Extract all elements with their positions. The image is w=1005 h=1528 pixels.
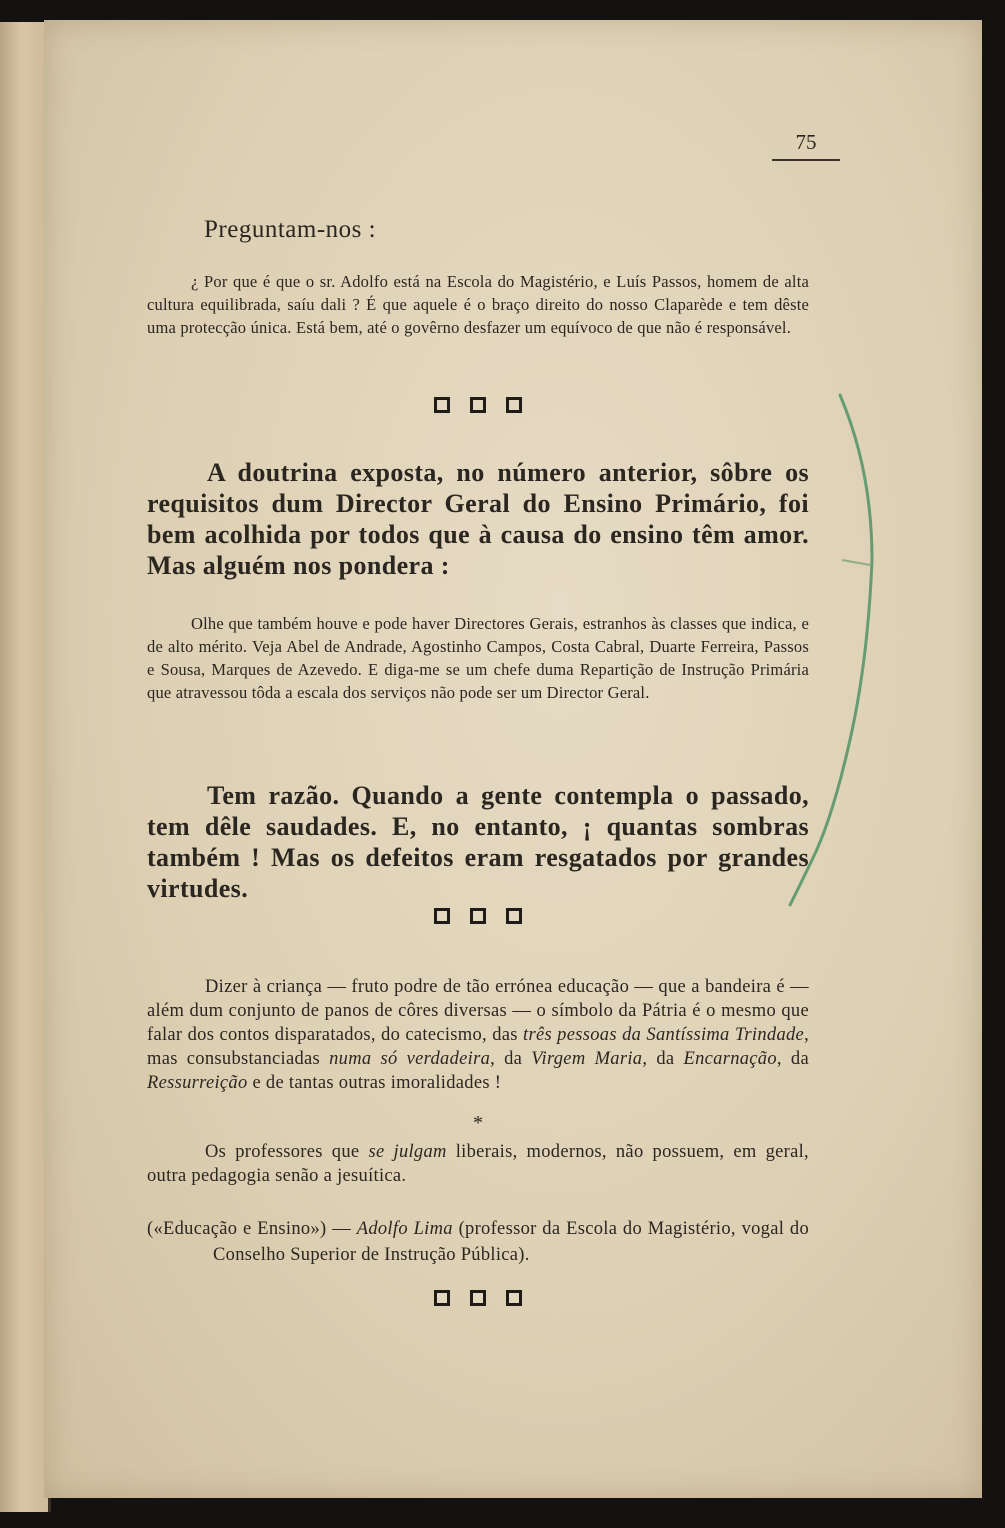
paragraph-6-text (147, 1140, 809, 1188)
text-run: , da (490, 1049, 532, 1069)
text-run: liberais, modernos, não possuem, em geral, outra pedagogia senão a jesuítica. (147, 1142, 809, 1186)
citation-text (147, 1216, 809, 1268)
italic-run: Adolfo Lima (356, 1219, 453, 1239)
italic-run: se julgam (368, 1142, 447, 1162)
paragraph-5-text (147, 975, 809, 1095)
separator-square (506, 397, 522, 413)
italic-run: Virgem Maria (531, 1049, 643, 1069)
separator-square (470, 908, 486, 924)
italic-run: numa só verdadeira (329, 1049, 491, 1069)
text-run: Dizer à criança — fruto podre de tão errónea educação — que a bandeira é — além dum conjunto de panos de côres diversas — o símbolo da Pátria é o mesmo que falar dos contos disparatados, do catecismo, das (147, 977, 809, 1045)
text-run: (professor da Escola do Magistério, vogal do Conselho Superior de Instrução Pública). (213, 1219, 809, 1265)
paragraph-3-quote (147, 612, 809, 704)
separator-square (470, 1290, 486, 1306)
paragraph-5 (147, 975, 809, 1095)
book-page (44, 20, 982, 1498)
paragraph-1-text: ¿ Por que é que o sr. Adolfo está na Escola do Magistério, e Luís Passos, homem de alta cultura equilibrada, saíu dali ? É que aquele é o braço direito do nosso Claparède e tem dêste uma protecção única. Está bem, até o govêrno desfazer um equívoco de que não é responsável. (147, 272, 809, 337)
paragraph-2-text: A doutrina exposta, no número anterior, sôbre os requisitos dum Director Geral do Ensino Primário, foi bem acolhida por todos que à causa do ensino têm amor. Mas alguém nos pondera : (147, 458, 809, 580)
paragraph-1 (147, 270, 809, 339)
section-heading: Preguntam-nos : (204, 216, 377, 243)
separator-square (470, 397, 486, 413)
italic-run: três pessoas da Santíssima Trindade (523, 1025, 805, 1045)
italic-run: Ressurreição (147, 1073, 248, 1093)
separator-square (434, 1290, 450, 1306)
text-run: , da (642, 1049, 684, 1069)
text-run: , mas consubstanciadas (147, 1025, 809, 1069)
text-run: («Educação e Ensino») — (147, 1219, 357, 1239)
citation (147, 1216, 809, 1268)
separator-square (434, 397, 450, 413)
separator-1 (147, 397, 809, 413)
paragraph-4 (147, 780, 809, 904)
text-run: e de tantas outras imoralidades ! (247, 1073, 502, 1093)
separator-square (506, 1290, 522, 1306)
separator-3 (147, 1290, 809, 1306)
asterisk-divider: * (473, 1112, 483, 1134)
italic-run: Encarnação (683, 1049, 777, 1069)
text-run: Os professores que (205, 1142, 369, 1162)
separator-2 (147, 908, 809, 924)
separator-square (506, 908, 522, 924)
text-run: , da (776, 1049, 809, 1069)
paragraph-3-text: Olhe que também houve e pode haver Directores Gerais, estranhos às classes que indica, e de alto mérito. Veja Abel de Andrade, Agostinho Campos, Costa Cabral, Duarte Ferreira, Passos e Sousa, Marques de Azevedo. E diga-me se um chefe duma Repartição de Instrução Primária que atravessou tôda a escala dos serviços não pode ser um Director Geral. (147, 614, 809, 702)
paragraph-6 (147, 1140, 809, 1188)
separator-square (434, 908, 450, 924)
paragraph-2 (147, 457, 809, 581)
paragraph-4-text: Tem razão. Quando a gente contempla o passado, tem dêle saudades. E, no entanto, ¡ quantas sombras também ! Mas os defeitos eram resgatados por grandes virtudes. (147, 781, 809, 903)
page-number: 75 (772, 130, 840, 161)
